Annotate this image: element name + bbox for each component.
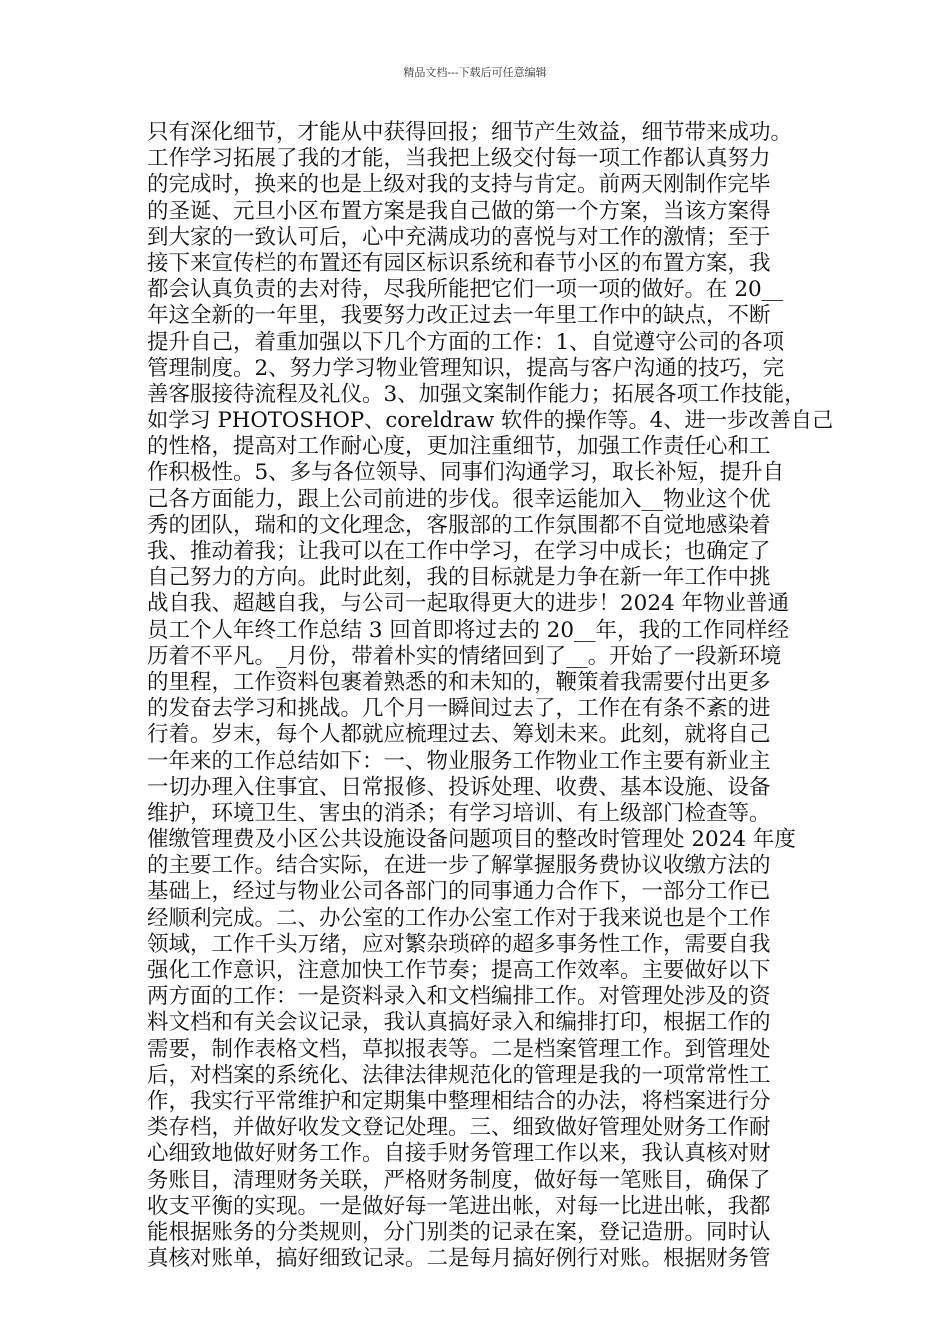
- body-text-line: 真核对账单，搞好细致记录。二是每月搞好例行对账。根据财务管: [147, 1246, 771, 1272]
- body-text-line: 工作学习拓展了我的才能，当我把上级交付每一项工作都认真努力: [147, 146, 771, 172]
- body-text-line: 接下来宣传栏的布置还有园区标识系统和春节小区的布置方案，我: [147, 250, 771, 276]
- body-text-line: 强化工作意识，注意加快工作节奏；提高工作效率。主要做好以下: [147, 958, 771, 983]
- body-text-line: 基础上，经过与物业公司各部门的同事通力合作下，一部分工作已: [147, 879, 771, 905]
- body-text-line: 领域，工作千头万绪，应对繁杂琐碎的超多事务性工作，需要自我: [147, 931, 771, 957]
- body-text-line: 年这全新的一年里，我要努力改正过去一年里工作中的缺点，不断: [147, 303, 771, 329]
- body-text-line: 收支平衡的实现。一是做好每一笔进出帐，对每一比进出帐，我都: [147, 1193, 771, 1219]
- document-body: [147, 120, 837, 1272]
- body-text-line: 都会认真负责的去对待，尽我所能把它们一项一项的做好。在 20__: [147, 277, 784, 303]
- body-text-line: 的主要工作。结合实际，在进一步了解掌握服务费协议收缴方法的: [147, 853, 771, 879]
- body-text-line: 两方面的工作：一是资料录入和文档编排工作。对管理处涉及的资: [147, 984, 771, 1010]
- body-text-line: 类存档，并做好收发文登记处理。三、细致做好管理处财务工作耐: [147, 1115, 771, 1141]
- body-text-line: 提升自己，着重加强以下几个方面的工作：1、自觉遵守公司的各项: [147, 329, 785, 355]
- body-text-line: 行着。岁末，每个人都就应梳理过去、筹划未来。此刻，就将自己: [147, 722, 771, 748]
- body-text-line: 员工个人年终工作总结 3 回首即将过去的 20__年，我的工作同样经: [147, 617, 790, 643]
- body-text-line: 一年来的工作总结如下：一、物业服务工作物业工作主要有新业主: [147, 748, 771, 774]
- body-text-line: 历着不平凡。_月份，带着朴实的情绪回到了__。开始了一段新环境: [147, 643, 782, 669]
- body-text-line: 作，我实行平常维护和定期集中整理相结合的办法，将档案进行分: [147, 1088, 771, 1114]
- page-header: 精品文档---下载后可任意编辑: [403, 66, 547, 79]
- body-text-line: 的里程，工作资料包裹着熟悉的和未知的，鞭策着我需要付出更多: [147, 669, 771, 695]
- body-text-line: 秀的团队，瑞和的文化理念，客服部的工作氛围都不自觉地感染着: [147, 512, 771, 538]
- body-text-line: 到大家的一致认可后，心中充满成功的喜悦与对工作的激情；至于: [147, 224, 771, 250]
- body-text-line: 需要，制作表格文档，草拟报表等。二是档案管理工作。到管理处: [147, 1036, 771, 1062]
- body-text-line: 如学习 PHOTOSHOP、coreldraw 软件的操作等。4、进一步改善自己: [147, 408, 834, 434]
- body-text-line: 务账目，清理财务关联，严格财务制度，做好每一笔账目，确保了: [147, 1167, 771, 1193]
- body-text-line: 管理制度。2、努力学习物业管理知识，提高与客户沟通的技巧，完: [147, 355, 785, 381]
- body-text-line: 作积极性。5、多与各位领导、同事们沟通学习，取长补短，提升自: [147, 460, 785, 486]
- body-text-line: 我、推动着我；让我可以在工作中学习，在学习中成长；也确定了: [147, 539, 771, 564]
- body-text-line: 善客服接待流程及礼仪。3、加强文案制作能力；拓展各项工作技能，: [147, 381, 806, 407]
- body-text-line: 后，对档案的系统化、法律法律规范化的管理是我的一项常常性工: [147, 1062, 771, 1088]
- body-text-line: 料文档和有关会议记录，我认真搞好录入和编排打印，根据工作的: [147, 1010, 771, 1036]
- body-text-line: 的性格，提高对工作耐心度，更加注重细节，加强工作责任心和工: [147, 434, 771, 460]
- body-text-line: 催缴管理费及小区公共设施设备问题项目的整改时管理处 2024 年度: [147, 827, 796, 853]
- body-text-line: 只有深化细节，才能从中获得回报；细节产生效益，细节带来成功。: [147, 120, 793, 145]
- body-text-line: 心细致地做好财务工作。自接手财务管理工作以来，我认真核对财: [147, 1141, 771, 1167]
- body-text-line: 的完成时，换来的也是上级对我的支持与肯定。前两天刚制作完毕: [147, 172, 771, 198]
- body-text-line: 的圣诞、元旦小区布置方案是我自己做的第一个方案，当该方案得: [147, 198, 771, 224]
- body-text-line: 一切办理入住事宜、日常报修、投诉处理、收费、基本设施、设备: [147, 774, 771, 800]
- body-text-line: 己各方面能力，跟上公司前进的步伐。很幸运能加入__物业这个优: [147, 486, 771, 512]
- body-text-line: 经顺利完成。二、办公室的工作办公室工作对于我来说也是个工作: [147, 905, 771, 931]
- body-text-line: 战自我、超越自我，与公司一起取得更大的进步！2024 年物业普通: [147, 591, 790, 617]
- body-text-line: 维护，环境卫生、害虫的消杀；有学习培训、有上级部门检查等。: [147, 800, 771, 826]
- body-text-line: 自己努力的方向。此时此刻，我的目标就是力争在新一年工作中挑: [147, 565, 771, 591]
- body-text-line: 的发奋去学习和挑战。几个月一瞬间过去了，工作在有条不紊的进: [147, 696, 771, 722]
- body-text-line: 能根据账务的分类规则，分门别类的记录在案，登记造册。同时认: [147, 1219, 771, 1245]
